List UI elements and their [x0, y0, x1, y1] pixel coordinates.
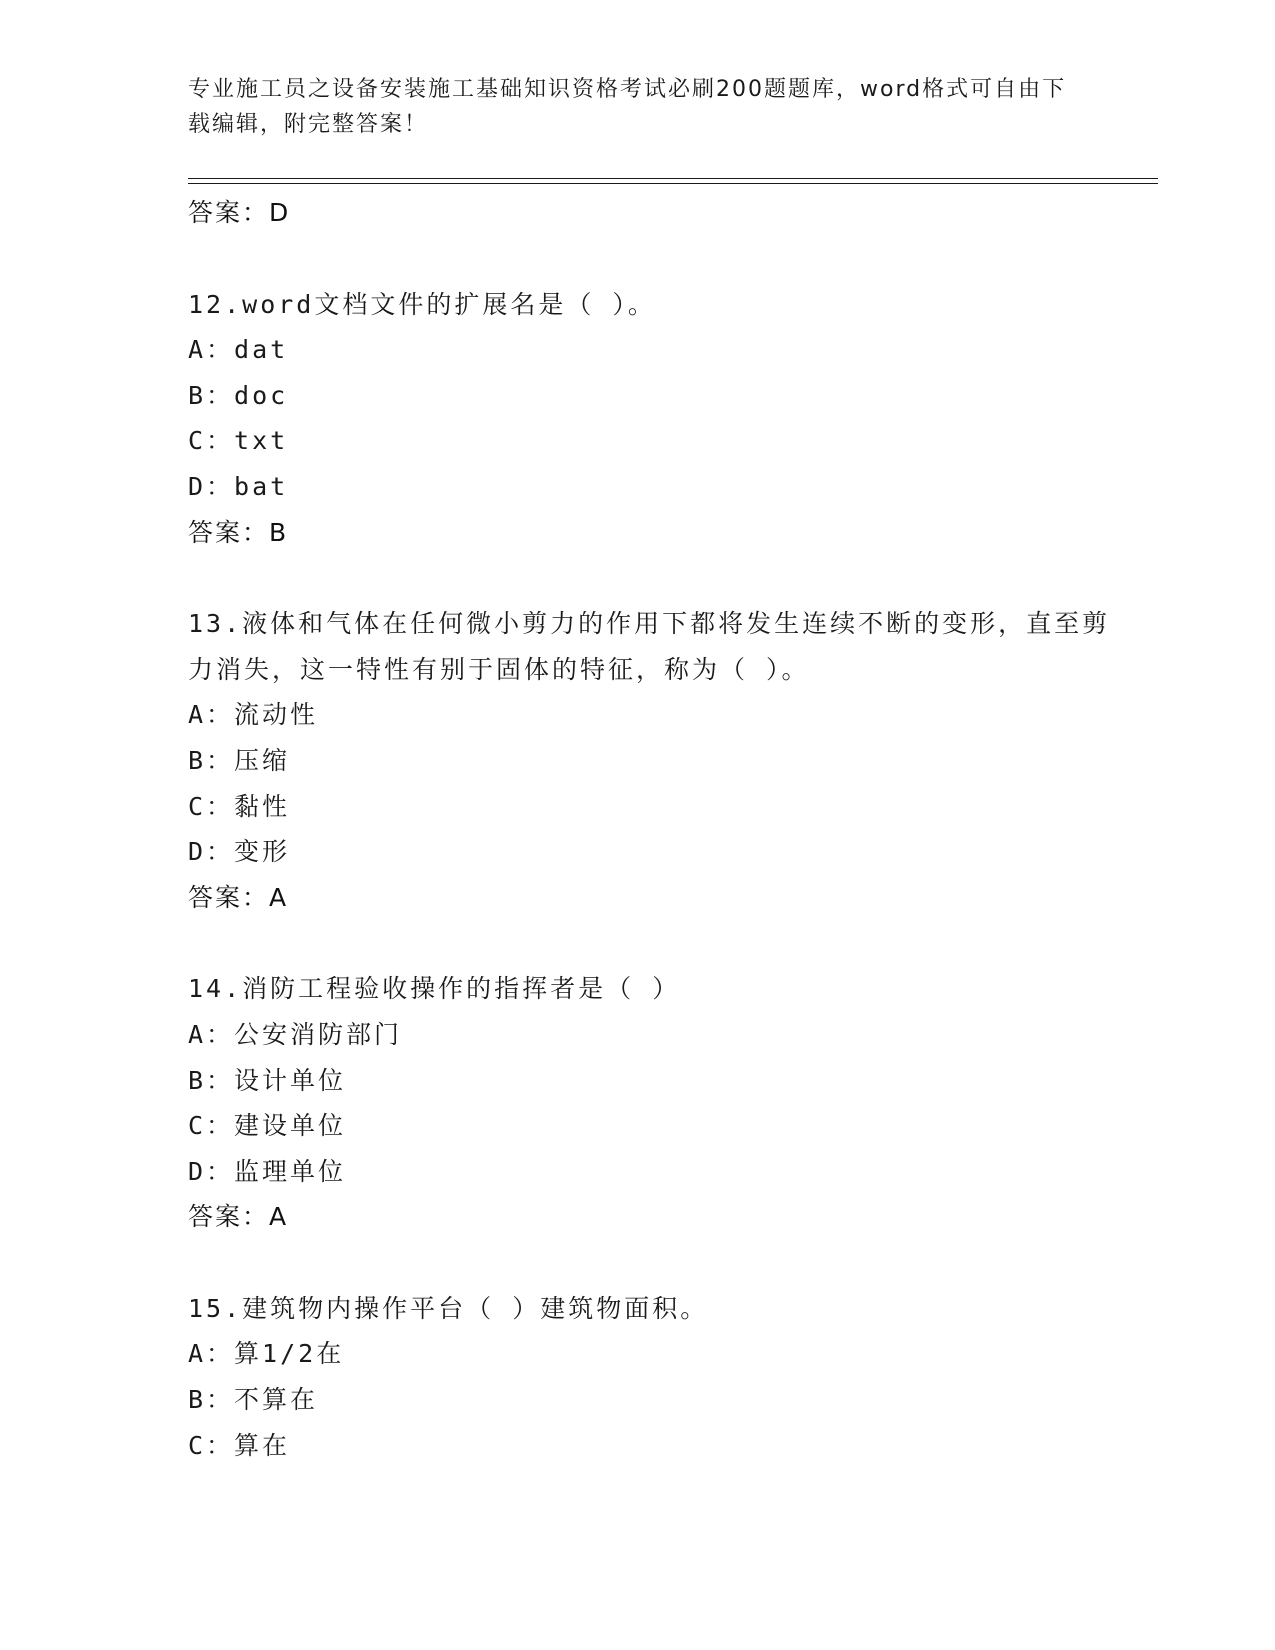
- option-b: B：压缩: [188, 745, 291, 775]
- option-a: A：算1/2在: [188, 1339, 345, 1369]
- option-a: A：dat: [188, 335, 289, 365]
- option-d: D：监理单位: [188, 1156, 347, 1186]
- option-a: A：流动性: [188, 700, 319, 730]
- answer-line: 答案：D: [188, 198, 291, 227]
- option-c: C：建设单位: [188, 1111, 347, 1141]
- question-stem: 15.建筑物内操作平台（ ）建筑物面积。: [188, 1293, 709, 1323]
- option-a: A：公安消防部门: [188, 1019, 403, 1049]
- answer-line: 答案：A: [188, 882, 289, 912]
- option-d: D：变形: [188, 837, 291, 867]
- header-divider-top: [188, 178, 1158, 179]
- question-block: [188, 601, 1118, 920]
- option-c: C：黏性: [188, 791, 291, 821]
- question-list: [188, 190, 1118, 1468]
- question-block: [188, 966, 1118, 1240]
- question-stem: 13.液体和气体在任何微小剪力的作用下都将发生连续不断的变形，直至剪力消失，这一特性有别于固体的特征，称为（ ）。: [188, 609, 1111, 684]
- option-b: B：doc: [188, 380, 289, 410]
- option-b: B：设计单位: [188, 1065, 347, 1095]
- answer-line: 答案：A: [188, 1202, 289, 1232]
- question-stem: 12.word文档文件的扩展名是（ ）。: [188, 289, 656, 319]
- answer-line: 答案：B: [188, 517, 289, 547]
- question-block: [188, 282, 1118, 556]
- option-b: B：不算在: [188, 1385, 319, 1415]
- option-c: C：算在: [188, 1430, 291, 1460]
- page-header: 专业施工员之设备安装施工基础知识资格考试必刷200题题库，word格式可自由下载编辑，附完整答案！: [188, 77, 1067, 137]
- question-stem: 14.消防工程验收操作的指挥者是（ ）: [188, 974, 681, 1004]
- option-c: C：txt: [188, 426, 289, 456]
- option-d: D：bat: [188, 471, 289, 501]
- question-block: [188, 1286, 1118, 1468]
- header-divider-bottom: [188, 183, 1158, 184]
